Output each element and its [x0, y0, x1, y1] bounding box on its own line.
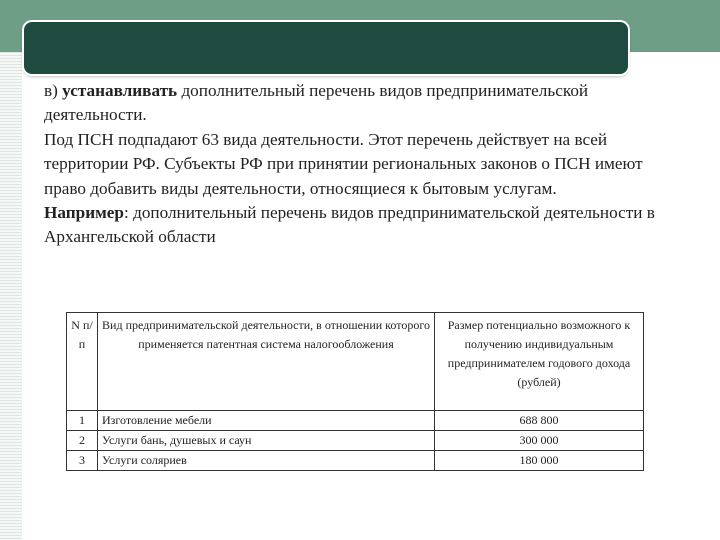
cell-num: 1	[67, 411, 98, 431]
cell-activity: Изготовление мебели	[98, 411, 435, 431]
activity-table	[66, 312, 644, 471]
cell-activity: Услуги бань, душевых и саун	[98, 431, 435, 451]
slide-body	[44, 79, 684, 250]
table-row	[67, 431, 644, 451]
cell-activity: Услуги соляриев	[98, 451, 435, 471]
line1-rest: дополнительный перечень видов предпринимательской деятельности.	[44, 81, 589, 125]
line1-bold-word: устанавливать	[62, 81, 178, 100]
table-row	[67, 451, 644, 471]
line1-prefix: в)	[44, 81, 63, 100]
table-row	[67, 411, 644, 431]
cell-num: 3	[67, 451, 98, 471]
header-size: Размер потенциально возможного к получению индивидуальным предпринимателем годового дохода (рублей)	[435, 313, 644, 411]
cell-size: 180 000	[435, 451, 644, 471]
table-header-row	[67, 313, 644, 411]
paragraph-1	[44, 79, 684, 128]
example-rest: : дополнительный перечень видов предпринимательской деятельности в Архангельской области	[44, 203, 655, 247]
paragraph-2: Под ПСН подпадают 63 вида деятельности. Этот перечень действует на всей территории РФ. Субъекты РФ при принятии региональных законов о ПСН имеют право добавить виды деятельности, относящиеся к бытовым услугам.	[44, 129, 643, 198]
example-bold-word: Например	[44, 203, 124, 223]
left-decor-strip	[0, 52, 22, 540]
title-bar	[24, 22, 628, 74]
paragraph-example	[44, 201, 684, 250]
cell-size: 300 000	[435, 431, 644, 451]
cell-size: 688 800	[435, 411, 644, 431]
header-activity: Вид предпринимательской деятельности, в отношении которого применяется патентная система налогообложения	[98, 313, 435, 411]
header-num: N п/п	[67, 313, 98, 411]
cell-num: 2	[67, 431, 98, 451]
